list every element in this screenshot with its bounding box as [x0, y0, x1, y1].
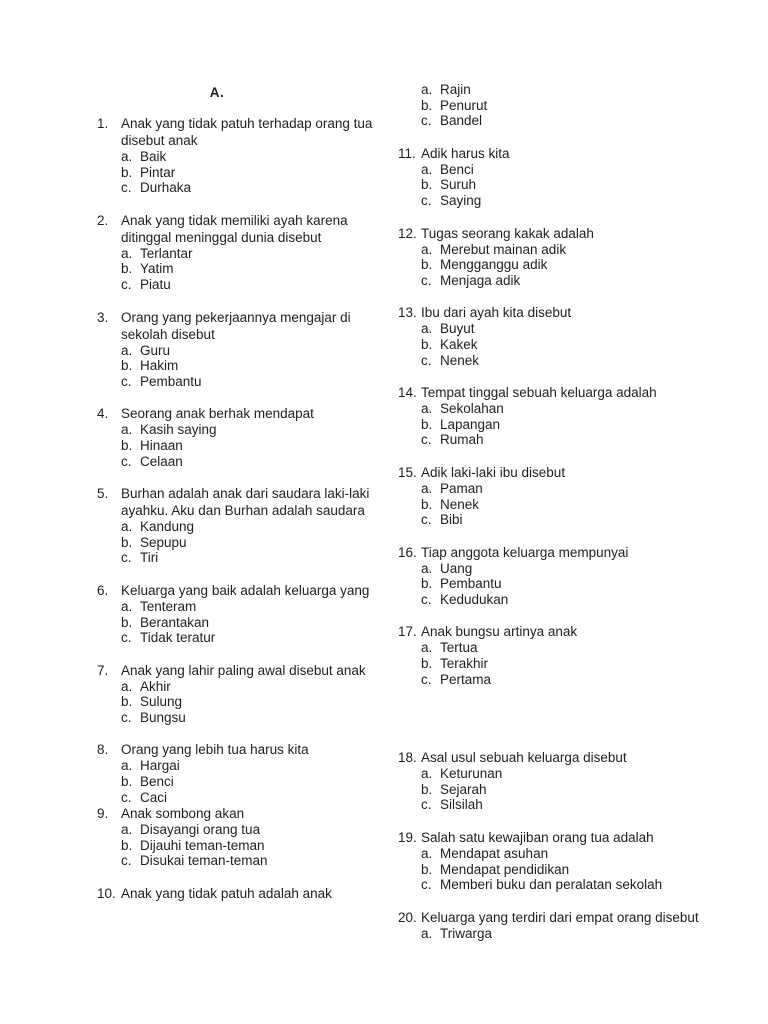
option-text: Tenteram [140, 598, 197, 614]
option-text: Hinaan [140, 437, 183, 453]
option-item [121, 374, 373, 390]
option-letter: a. [121, 758, 133, 774]
option-text: Tertua [440, 640, 478, 656]
options-list [421, 766, 711, 813]
option-item [421, 561, 711, 577]
question-number: 16. [398, 544, 417, 560]
option-text: Disayangi orang tua [140, 822, 261, 838]
section-label: A. [209, 85, 225, 100]
options-list [421, 242, 711, 289]
question-item [398, 464, 713, 528]
question-stem: Orang yang lebih tua harus kita [121, 742, 309, 758]
option-letter: b. [421, 257, 433, 273]
question-item [398, 544, 713, 608]
option-item [421, 797, 711, 813]
question-number: 14. [398, 385, 417, 401]
question-item [398, 82, 713, 129]
option-item [121, 615, 373, 631]
option-letter: b. [421, 177, 433, 193]
question-stem: Anak yang tidak patuh terhadap orang tua disebut anak [121, 116, 373, 148]
option-text: Buyut [440, 321, 475, 337]
option-item [121, 358, 373, 374]
option-text: Dijauhi teman-teman [140, 837, 265, 853]
option-text: Lapangan [440, 416, 501, 432]
option-letter: b. [121, 774, 133, 790]
option-letter: b. [421, 496, 433, 512]
question-number: 19. [398, 830, 417, 846]
question-stem: Tugas seorang kakak adalah [421, 225, 594, 241]
option-letter: b. [421, 781, 433, 797]
option-letter: c. [121, 180, 132, 196]
options-list [121, 758, 373, 805]
option-item [121, 165, 373, 181]
option-text: Nenek [440, 496, 480, 512]
option-letter: c. [421, 113, 432, 129]
option-text: Silsilah [440, 797, 483, 813]
option-text: Disukai teman-teman [140, 853, 268, 869]
question-item [97, 885, 375, 902]
option-text: Penurut [440, 97, 488, 113]
option-text: Berantakan [140, 614, 210, 630]
option-text: Celaan [140, 453, 183, 469]
option-item [121, 679, 373, 695]
option-text: Sulung [140, 694, 183, 710]
option-item [421, 193, 711, 209]
option-text: Kasih saying [140, 422, 217, 438]
options-list [421, 481, 711, 528]
question-item [398, 384, 713, 448]
option-item [421, 98, 711, 114]
question-item [97, 212, 375, 293]
option-letter: b. [121, 837, 133, 853]
question-item [398, 909, 713, 942]
option-letter: c. [121, 789, 132, 805]
option-item [421, 242, 711, 258]
option-letter: b. [421, 97, 433, 113]
option-item [421, 321, 711, 337]
question-number: 2. [97, 212, 109, 228]
option-item [121, 454, 373, 470]
question-number: 3. [97, 309, 109, 325]
question-item [97, 309, 375, 390]
option-letter: b. [121, 534, 133, 550]
question-item [97, 805, 375, 869]
options-list [121, 519, 373, 566]
options-list [421, 640, 711, 687]
option-letter: a. [421, 560, 433, 576]
question-number: 9. [97, 806, 109, 822]
option-item [121, 550, 373, 566]
options-list [421, 401, 711, 448]
option-letter: a. [421, 321, 433, 337]
option-letter: b. [421, 336, 433, 352]
option-item [121, 853, 373, 869]
option-item [121, 838, 373, 854]
option-item [421, 926, 711, 942]
option-text: Kandung [140, 519, 195, 535]
options-list [121, 422, 373, 469]
option-text: Yatim [140, 261, 174, 277]
question-stem: Keluarga yang terdiri dari empat orang disebut [421, 909, 699, 925]
option-text: Rajin [440, 82, 471, 97]
question-item [398, 225, 713, 289]
option-text: Kedudukan [440, 591, 509, 607]
option-letter: c. [121, 709, 132, 725]
question-item [97, 485, 375, 566]
question-number: 17. [398, 624, 417, 640]
option-text: Rumah [440, 432, 484, 448]
option-letter: a. [421, 161, 433, 177]
option-text: Bandel [440, 113, 483, 129]
option-item [121, 774, 373, 790]
question-stem: Anak yang tidak patuh adalah anak [121, 886, 332, 902]
option-letter: b. [421, 861, 433, 877]
question-item [97, 405, 375, 469]
option-item [421, 497, 711, 513]
option-text: Guru [140, 342, 171, 358]
option-text: Sejarah [440, 781, 487, 797]
option-letter: a. [121, 598, 133, 614]
option-item [121, 822, 373, 838]
question-number: 20. [398, 909, 417, 925]
question-number: 18. [398, 750, 417, 766]
option-letter: a. [421, 241, 433, 257]
option-item [421, 82, 711, 98]
option-text: Hargai [140, 758, 180, 774]
option-letter: b. [121, 614, 133, 630]
options-list [121, 149, 373, 196]
option-letter: c. [421, 512, 432, 528]
question-number: 8. [97, 742, 109, 758]
option-letter: c. [421, 797, 432, 813]
option-item [421, 353, 711, 369]
option-text: Akhir [140, 678, 171, 694]
option-letter: b. [121, 358, 133, 374]
option-text: Keturunan [440, 766, 503, 782]
option-text: Tidak teratur [140, 630, 216, 646]
option-item [421, 177, 711, 193]
option-letter: b. [121, 261, 133, 277]
option-letter: c. [421, 877, 432, 893]
option-text: Pembantu [140, 373, 202, 389]
option-item [421, 481, 711, 497]
option-letter: b. [421, 416, 433, 432]
option-letter: b. [421, 576, 433, 592]
option-text: Tiri [140, 550, 159, 566]
option-text: Paman [440, 480, 483, 496]
option-letter: a. [421, 480, 433, 496]
options-list [121, 599, 373, 646]
option-item [121, 422, 373, 438]
option-item [421, 576, 711, 592]
options-list [121, 343, 373, 390]
question-stem: Seorang anak berhak mendapat [121, 406, 314, 422]
option-letter: a. [121, 822, 133, 838]
options-list [121, 822, 373, 869]
option-text: Terakhir [440, 656, 489, 672]
option-item [121, 277, 373, 293]
question-stem: Orang yang pekerjaannya mengajar di sekolah disebut [121, 309, 351, 342]
option-letter: b. [421, 656, 433, 672]
option-item [421, 432, 711, 448]
option-text: Memberi buku dan peralatan sekolah [440, 877, 663, 893]
option-letter: a. [421, 846, 433, 862]
option-item [421, 877, 711, 893]
option-letter: a. [421, 766, 433, 782]
option-text: Uang [440, 560, 473, 576]
option-text: Durhaka [140, 180, 192, 196]
option-letter: c. [421, 272, 432, 288]
option-item [421, 273, 711, 289]
question-number: 13. [398, 305, 417, 321]
option-text: Bibi [440, 512, 463, 528]
question-stem: Burhan adalah anak dari saudara laki-laki ayahku. Aku dan Burhan adalah saudara [121, 486, 370, 519]
option-item [421, 656, 711, 672]
options-list [121, 679, 373, 726]
question-stem: Anak sombong akan [121, 806, 245, 822]
option-letter: b. [121, 164, 133, 180]
question-stem: Asal usul sebuah keluarga disebut [421, 750, 627, 766]
question-number: 5. [97, 486, 109, 502]
option-letter: a. [121, 149, 133, 164]
option-item [421, 846, 711, 862]
option-text: Benci [140, 774, 174, 790]
option-item [421, 766, 711, 782]
option-text: Suruh [440, 177, 477, 193]
option-text: Piatu [140, 276, 171, 292]
options-list [121, 246, 373, 293]
column-left [97, 84, 375, 902]
option-letter: b. [121, 694, 133, 710]
option-letter: a. [421, 640, 433, 656]
question-item [97, 115, 375, 196]
option-letter: c. [421, 591, 432, 607]
option-item [421, 672, 711, 688]
option-item [121, 710, 373, 726]
option-item [421, 337, 711, 353]
option-text: Saying [440, 192, 482, 208]
options-list [421, 162, 711, 209]
option-item [121, 630, 373, 646]
option-item [421, 417, 711, 433]
option-text: Menjaga adik [440, 272, 521, 288]
option-text: Pintar [140, 164, 176, 180]
question-stem: Keluarga yang baik adalah keluarga yang [121, 582, 370, 598]
option-letter: a. [121, 519, 133, 535]
question-stem: Salah satu kewajiban orang tua adalah [421, 830, 654, 846]
question-number: 1. [97, 116, 109, 131]
option-text: Baik [140, 149, 167, 164]
option-item [121, 790, 373, 806]
option-text: Pertama [440, 671, 492, 687]
option-letter: c. [121, 276, 132, 292]
option-letter: c. [421, 432, 432, 448]
option-text: Caci [140, 789, 168, 805]
option-item [121, 343, 373, 359]
column-right [398, 82, 713, 941]
question-item [97, 582, 375, 646]
question-item [97, 662, 375, 726]
question-number [398, 82, 421, 129]
options-list [421, 82, 711, 129]
question-stem: Anak yang tidak memiliki ayah karena ditinggal meninggal dunia disebut [121, 212, 348, 245]
question-number: 12. [398, 225, 417, 241]
option-letter: c. [121, 630, 132, 646]
question-stem: Ibu dari ayah kita disebut [421, 305, 572, 321]
option-text: Sepupu [140, 534, 187, 550]
question-number: 15. [398, 464, 417, 480]
option-letter: a. [121, 422, 133, 438]
option-letter: a. [421, 401, 433, 417]
questions-right [398, 82, 713, 941]
option-letter: a. [121, 342, 133, 358]
option-item [121, 758, 373, 774]
option-letter: c. [421, 192, 432, 208]
question-number: 11. [398, 145, 416, 161]
question-stem: Tempat tinggal sebuah keluarga adalah [421, 385, 657, 401]
option-item [421, 401, 711, 417]
question-stem: Anak bungsu artinya anak [421, 624, 578, 640]
option-item [121, 694, 373, 710]
question-item [97, 741, 375, 805]
option-text: Terlantar [140, 245, 193, 261]
question-item [398, 829, 713, 893]
question-item [398, 304, 713, 368]
question-number: 7. [97, 662, 109, 678]
question-stem: Adik laki-laki ibu disebut [421, 464, 566, 480]
option-text: Hakim [140, 358, 179, 374]
option-item [121, 246, 373, 262]
option-item [121, 180, 373, 196]
question-stem: Anak yang lahir paling awal disebut anak [121, 662, 366, 678]
option-item [121, 535, 373, 551]
options-list [421, 561, 711, 608]
option-item [421, 862, 711, 878]
option-item [421, 640, 711, 656]
option-text: Triwarga [440, 925, 493, 941]
option-letter: a. [121, 678, 133, 694]
option-text: Benci [440, 161, 474, 177]
option-letter: b. [121, 437, 133, 453]
question-number: 10. [97, 886, 116, 902]
question-stem: Adik harus kita [421, 145, 510, 161]
option-text: Pembantu [440, 576, 502, 592]
question-number: 4. [97, 406, 109, 422]
option-letter: c. [121, 853, 132, 869]
option-item [421, 782, 711, 798]
option-letter: c. [121, 373, 132, 389]
option-item [121, 261, 373, 277]
question-item [398, 623, 713, 687]
option-text: Mendapat pendidikan [440, 861, 570, 877]
option-letter: c. [421, 671, 432, 687]
option-item [121, 519, 373, 535]
option-letter: c. [121, 550, 132, 566]
option-letter: c. [121, 453, 132, 469]
questions-left [97, 115, 375, 902]
option-item [421, 592, 711, 608]
option-item [421, 162, 711, 178]
option-text: Sekolahan [440, 401, 504, 417]
option-letter: a. [121, 245, 133, 261]
option-text: Nenek [440, 352, 480, 368]
option-item [121, 599, 373, 615]
option-letter: c. [421, 352, 432, 368]
option-letter: a. [421, 925, 433, 941]
option-text: Mengganggu adik [440, 257, 548, 273]
option-text: Mendapat asuhan [440, 846, 549, 862]
options-list [421, 321, 711, 368]
question-item [398, 749, 713, 813]
option-item [121, 438, 373, 454]
option-text: Bungsu [140, 709, 186, 725]
option-text: Merebut mainan adik [440, 241, 567, 257]
option-item [421, 257, 711, 273]
options-list [421, 846, 711, 893]
question-number: 6. [97, 582, 109, 598]
options-list [421, 926, 711, 942]
option-item [421, 512, 711, 528]
option-item [421, 113, 711, 129]
option-letter: a. [421, 82, 433, 97]
option-text: Kakek [440, 336, 478, 352]
question-stem: Tiap anggota keluarga mempunyai [421, 544, 629, 560]
option-item [121, 149, 373, 165]
question-item [398, 145, 713, 209]
